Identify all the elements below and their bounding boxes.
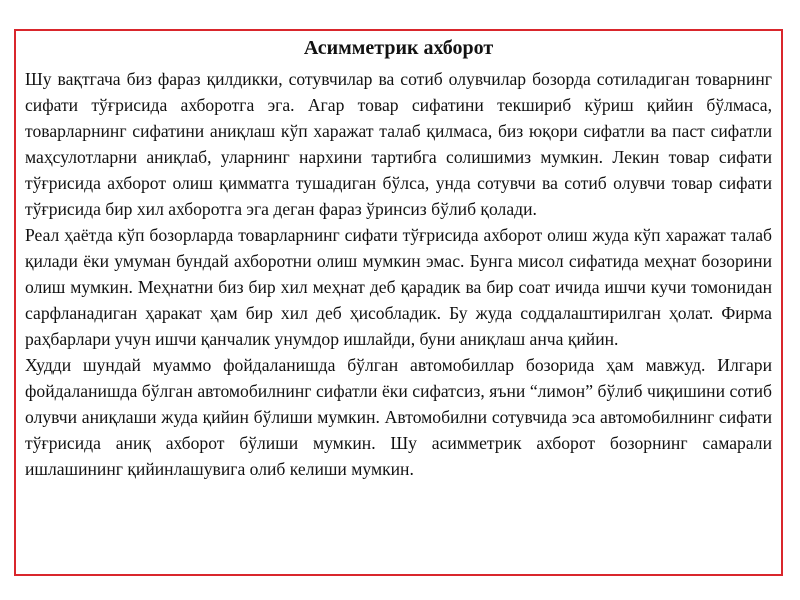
paragraph-3: Худди шундай муаммо фойдаланишда бўлган автомобиллар бозорида ҳам мавжуд. Илгари фойдаланишда бўлган автомобилнинг сифатли ёки сифатсиз, яъни “лимон” бўлиб чиқишини сотиб олувчи аниқлаши жуда қийин бўлиши мумкин. Автомобилни сотувчида эса автомобилнинг сифати тўғрисида аниқ ахборот бўлиши мумкин. Шу асимметрик ахборот бозорнинг самарали ишлашининг қийинлашувига олиб келиши мумкин.: [25, 355, 772, 479]
document-frame: [14, 29, 783, 576]
paragraph-1: Шу вақтгача биз фараз қилдикки, сотувчилар ва сотиб олувчилар бозорда сотиладиган товарнинг сифати тўғрисида ахборотга эга. Агар товар сифатини текшириб кўриш қийин бўлмаса, товарларнинг сифатини аниқлаш кўп харажат талаб қилмаса, биз юқори сифатли ва паст сифатли маҳсулотларни аниқлаб, уларнинг нархини тартибга солишимиз мумкин. Лекин товар сифати тўғрисида ахборот олиш қимматга тушадиган бўлса, унда сотувчи ва сотиб олувчи товар сифати тўғрисида бир хил ахборотга эга деган фараз ўринсиз бўлиб қолади.: [25, 69, 772, 219]
paragraph-2: Реал ҳаётда кўп бозорларда товарларнинг сифати тўғрисида ахборот олиш жуда кўп харажат талаб қилади ёки умуман бундай ахборотни олиш мумкин эмас. Бунга мисол сифатида меҳнат бозорини олиш мумкин. Меҳнатни биз бир хил меҳнат деб қарадик ва бир соат ичида ишчи кучи томонидан сарфланадиган ҳаракат ҳам бир хил деб ҳисобладик. Бу жуда соддалаштирилган ҳолат. Фирма раҳбарлари учун ишчи қанчалик унумдор ишлайди, буни аниқлаш анча қийин.: [25, 225, 772, 349]
document-title: Асимметрик ахборот: [303, 37, 494, 59]
